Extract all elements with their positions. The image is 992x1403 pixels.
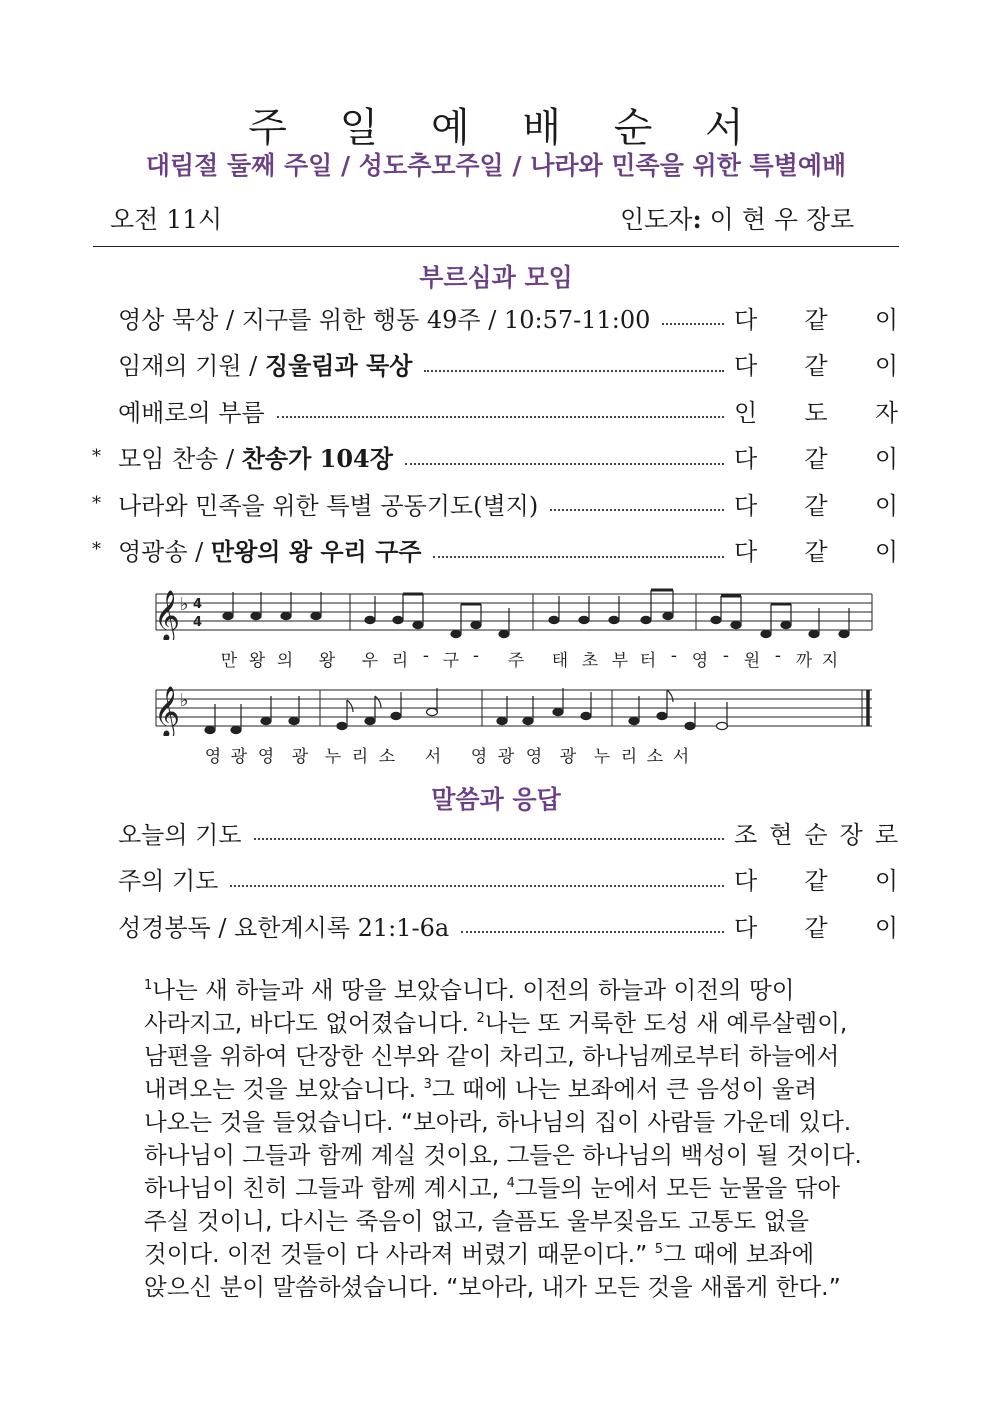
required-standing-mark: * bbox=[92, 446, 101, 467]
section-heading-word: 말씀과 응답 bbox=[431, 785, 561, 814]
gathering-row bbox=[92, 299, 898, 335]
lyric-syllable: 서 bbox=[672, 747, 690, 767]
lyric-syllable: 누 bbox=[593, 747, 611, 767]
music-staff-2 bbox=[150, 684, 880, 736]
lyric-syllable: 까 bbox=[795, 651, 813, 671]
word-item-leader bbox=[734, 815, 898, 850]
scripture-line: 하나님이 친히 그들과 함께 계시고, $^4$그들의 눈에서 모든 눈물을 닦아 bbox=[144, 1174, 840, 1202]
leader-char: 이 bbox=[874, 445, 898, 473]
gathering-item-leader bbox=[734, 532, 898, 567]
svg-text:4: 4 bbox=[193, 615, 203, 630]
required-standing-mark: * bbox=[92, 492, 101, 514]
gathering-row bbox=[92, 346, 898, 382]
lyric-syllable: 우 bbox=[361, 651, 379, 671]
gathering-row bbox=[92, 532, 898, 568]
lyric-syllable: 광 bbox=[497, 747, 515, 767]
leader-char: 같 bbox=[804, 445, 828, 473]
leader-char: 현 bbox=[769, 820, 793, 849]
gathering-item-emphasis: 찬송가 104장 bbox=[241, 444, 393, 473]
leader-char: 다 bbox=[734, 445, 758, 473]
leader-label: 인도자 bbox=[620, 205, 693, 234]
lyric-syllable: 왕 bbox=[248, 651, 266, 671]
lyric-syllable: 영 bbox=[691, 651, 709, 671]
scripture-line: 것이다. 이전 것들이 다 사라져 버렸기 때문이다.” $^5$그 때에 보좌에 bbox=[144, 1240, 815, 1268]
leader-char: 순 bbox=[804, 820, 828, 849]
word-item-leader bbox=[734, 908, 898, 943]
lyric-syllable: 만 bbox=[220, 651, 238, 671]
gathering-item-emphasis: 징울림과 묵상 bbox=[264, 351, 413, 380]
scripture-line: 주실 것이니, 다시는 죽음이 없고, 슬픔도 울부짖음도 고통도 없을 bbox=[144, 1207, 809, 1235]
leader-char: 로 bbox=[874, 820, 898, 849]
lyric-syllable: 서 bbox=[424, 747, 442, 767]
dot-leader bbox=[550, 491, 724, 511]
leader-char: 이 bbox=[874, 491, 898, 520]
verse-number: 1 bbox=[144, 978, 153, 993]
lyric-syllable: 터 bbox=[639, 651, 657, 671]
leader-char: 장 bbox=[839, 820, 863, 849]
gathering-row bbox=[92, 392, 898, 428]
gathering-item-leader bbox=[734, 439, 898, 474]
lyric-syllable: 소 bbox=[646, 747, 664, 767]
header-divider bbox=[93, 246, 899, 247]
dot-leader bbox=[433, 538, 724, 558]
dot-leader bbox=[424, 352, 724, 372]
leader-char: 같 bbox=[804, 538, 828, 566]
required-standing-mark: * bbox=[92, 539, 101, 560]
scripture-line: 앉으신 분이 말씀하셨습니다. “보아라, 내가 모든 것을 새롭게 한다.” bbox=[144, 1273, 841, 1301]
lyric-syllable: 구 bbox=[442, 651, 460, 671]
page-subtitle: 대림절 둘째 주일 / 성도추모주일 / 나라와 민족을 위한 특별예배 bbox=[145, 151, 847, 180]
lyric-syllable: - bbox=[722, 646, 730, 666]
music-staff-1 bbox=[150, 588, 880, 640]
gathering-item-label: 모임 찬송 / 찬송가 104장 bbox=[118, 444, 393, 473]
flat-icon-2: ♭ bbox=[180, 690, 189, 711]
scripture-line: 사라지고, 바다도 없어졌습니다. $^2$나는 또 거룩한 도성 새 예루살렘이, bbox=[144, 1009, 848, 1037]
word-item-leader bbox=[734, 861, 898, 896]
verse-number: 2 bbox=[476, 1011, 485, 1026]
word-item-label: 성경봉독 / 요한계시록 21:1-6a bbox=[118, 913, 450, 942]
lyric-syllable: 영 bbox=[257, 747, 275, 767]
gathering-item-label: 영광송 / 만왕의 왕 우리 구주 bbox=[118, 537, 422, 566]
scripture-line: 내려오는 것을 보았습니다. $^3$그 때에 나는 보좌에서 큰 음성이 울려 bbox=[144, 1075, 818, 1103]
gathering-row bbox=[92, 439, 898, 475]
lyric-syllable: 리 bbox=[391, 651, 409, 671]
lyric-syllable: 광 bbox=[230, 747, 248, 767]
scripture-line: $^1$나는 새 하늘과 새 땅을 보았습니다. 이전의 하늘과 이전의 땅이 bbox=[144, 976, 795, 1004]
svg-text:4: 4 bbox=[193, 597, 203, 612]
leader-char: 다 bbox=[734, 491, 758, 520]
scripture-line: 하나님이 그들과 함께 계실 것이요, 그들은 하나님의 백성이 될 것이다. bbox=[144, 1141, 862, 1169]
leader-char: 이 bbox=[874, 305, 898, 334]
melody-notes-2 bbox=[205, 688, 728, 734]
gathering-item-label: 예배로의 부름 bbox=[118, 398, 265, 427]
lyric-syllable: 광 bbox=[291, 747, 309, 767]
service-time: 오전 11시 bbox=[110, 205, 223, 234]
dot-leader bbox=[405, 445, 724, 465]
lyrics-line-1 bbox=[215, 646, 875, 671]
leader-char: 다 bbox=[734, 538, 758, 566]
lyrics-line-2 bbox=[200, 742, 740, 767]
lyric-syllable: 주 bbox=[507, 651, 525, 671]
lyric-syllable: 소 bbox=[378, 747, 396, 767]
lyric-syllable: - bbox=[670, 646, 678, 666]
lyric-syllable: 영 bbox=[470, 747, 488, 767]
lyric-syllable: 영 bbox=[204, 747, 222, 767]
gathering-item-emphasis: 만왕의 왕 우리 구주 bbox=[210, 537, 422, 566]
section-heading-gathering: 부르심과 모임 bbox=[419, 263, 573, 292]
leader-char: 이 bbox=[874, 538, 898, 566]
dot-leader bbox=[277, 398, 724, 418]
verse-number: 5 bbox=[654, 1242, 664, 1257]
leader-char: 조 bbox=[734, 820, 758, 849]
gathering-item-leader bbox=[734, 393, 898, 428]
page-title: 주 일 예 배 순 서 bbox=[248, 105, 764, 151]
verse-number: 3 bbox=[423, 1077, 432, 1092]
leader-char: 인 bbox=[734, 398, 758, 427]
gathering-item-leader bbox=[734, 486, 898, 521]
lyric-syllable: 원 bbox=[743, 651, 761, 671]
dot-leader bbox=[254, 820, 724, 840]
leader-char: 같 bbox=[804, 352, 828, 380]
word-row bbox=[92, 907, 898, 943]
lyric-syllable: 부 bbox=[611, 651, 629, 671]
lyric-syllable: - bbox=[422, 646, 430, 666]
scripture-line: 남편을 위하여 단장한 신부와 같이 차리고, 하나님께로부터 하늘에서 bbox=[144, 1042, 840, 1070]
scripture-passage bbox=[144, 974, 874, 1304]
leader-char: 다 bbox=[734, 913, 758, 942]
lyric-syllable: 광 bbox=[559, 747, 577, 767]
leader-char: 이 bbox=[874, 352, 898, 380]
leader-char: 이 bbox=[874, 913, 898, 942]
flat-icon: ♭ bbox=[180, 594, 189, 615]
lyric-syllable: 영 bbox=[525, 747, 543, 767]
word-row bbox=[92, 814, 898, 850]
lyric-syllable: 리 bbox=[620, 747, 638, 767]
treble-clef-icon-2: 𝄞 bbox=[154, 686, 181, 736]
lyric-syllable: 초 bbox=[581, 651, 599, 671]
verse-number: 4 bbox=[506, 1176, 515, 1191]
lyric-syllable: 의 bbox=[276, 651, 294, 671]
word-item-label: 오늘의 기도 bbox=[118, 820, 242, 849]
gathering-item-leader bbox=[734, 300, 898, 335]
lyric-syllable: 누 bbox=[324, 747, 342, 767]
word-item-label: 주의 기도 bbox=[118, 867, 219, 895]
dot-leader bbox=[230, 867, 724, 887]
leader-colon: : bbox=[692, 205, 702, 234]
lyric-syllable: 지 bbox=[821, 651, 839, 671]
leader-char: 같 bbox=[804, 491, 828, 520]
leader-char: 다 bbox=[734, 867, 758, 895]
lyric-syllable: - bbox=[472, 646, 480, 666]
gathering-item-label: 영상 묵상 / 지구를 위한 행동 49주 / 10:57-11:00 bbox=[118, 305, 651, 334]
treble-clef-icon: 𝄞 bbox=[154, 590, 181, 640]
word-row bbox=[92, 861, 898, 897]
leader-char: 다 bbox=[734, 352, 758, 380]
gathering-item-label: 나라와 민족을 위한 특별 공동기도(별지) bbox=[118, 491, 539, 520]
leader-char: 같 bbox=[804, 867, 828, 895]
leader-char: 다 bbox=[734, 305, 758, 334]
gathering-item-leader bbox=[734, 346, 898, 381]
lyric-syllable: - bbox=[774, 646, 782, 666]
lyric-syllable: 리 bbox=[351, 747, 369, 767]
dot-leader bbox=[461, 913, 724, 933]
leader-char: 같 bbox=[804, 305, 828, 334]
leader-info bbox=[620, 200, 854, 236]
gathering-item-label: 임재의 기원 / 징울림과 묵상 bbox=[118, 351, 413, 380]
dot-leader bbox=[662, 305, 724, 325]
gathering-row bbox=[92, 485, 898, 521]
lyric-syllable: 왕 bbox=[318, 651, 336, 671]
leader-char: 자 bbox=[874, 398, 898, 427]
leader-name: 이 현 우 장로 bbox=[709, 205, 855, 234]
leader-char: 이 bbox=[874, 867, 898, 895]
lyric-syllable: 태 bbox=[551, 651, 569, 671]
scripture-line: 나오는 것을 들었습니다. “보아라, 하나님의 집이 사람들 가운데 있다. bbox=[144, 1108, 852, 1136]
leader-char: 도 bbox=[804, 398, 828, 427]
leader-char: 같 bbox=[804, 913, 828, 942]
